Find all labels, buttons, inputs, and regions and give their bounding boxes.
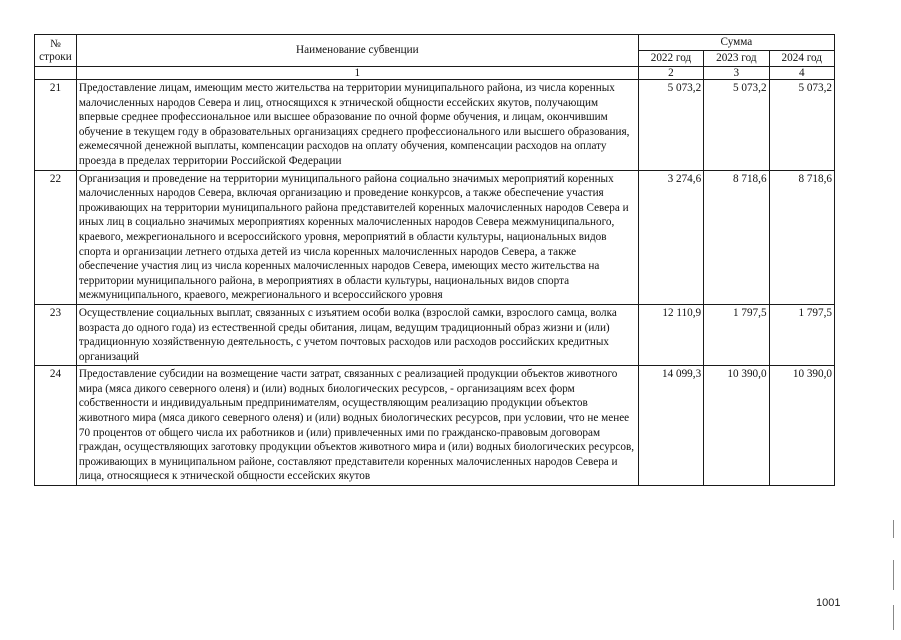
column-number-row: [35, 67, 835, 80]
scan-edge-line: [893, 520, 894, 538]
scan-edge-line: [893, 605, 894, 630]
amount-2023: 5 073,2: [704, 80, 769, 171]
amount-2023: 1 797,5: [704, 304, 769, 365]
subvention-table: [34, 34, 835, 486]
column-number: 4: [769, 67, 834, 80]
amount-2024: 8 718,6: [769, 170, 834, 304]
subvention-name: Предоставление лицам, имеющим место жительства на территории муниципального района, из числа коренных малочисленных народов Севера и лиц, относящихся к этнической общности ессейских якутов, получающим впервые среднее профессиональное или высшее образование по очной форме обучения, и лицам, окончившим обучение в текущем году в образовательных организациях среднего профессионального или высшего образования, ежемесячной денежной выплаты, компенсации расходов на оплату обучения, компенсации расходов на оплату проезда в пределах территории Российской Федерации: [76, 80, 638, 171]
row-number: 23: [35, 304, 77, 365]
column-number: 1: [76, 67, 638, 80]
amount-2022: 5 073,2: [638, 80, 703, 171]
subvention-name: Предоставление субсидии на возмещение части затрат, связанных с реализацией продукции объектов животного мира (мяса дикого северного оленя) и (или) водных биологических ресурсов, - организациям всех форм собственности и индивидуальным предпринимателям, осуществляющим реализацию продукции объектов животного мира (мяса дикого северного оленя) и (или) водных биологических ресурсов, при условии, что не менее 70 процентов от общего числа их работников и (или) привлеченных ими по гражданско-правовым договорам граждан, осуществляющих заготовку продукции объектов животного мира и (или) водных биологических ресурсов, проживающих в муниципальном районе, составляют представители коренных малочисленных народов Севера и лица, относящиеся к этнической общности ессейских якутов: [76, 366, 638, 486]
subvention-name: Осуществление социальных выплат, связанных с изъятием особи волка (взрослой самки, взрослого самца, волка возраста до одного года) из естественной среды обитания, лицам, ведущим традиционный образ жизни и (или) традиционную хозяйственную деятельность, с учетом почтовых расходов или расходов российских кредитных организаций: [76, 304, 638, 365]
amount-2024: 1 797,5: [769, 304, 834, 365]
amount-2022: 12 110,9: [638, 304, 703, 365]
column-number: [35, 67, 77, 80]
amount-2023: 8 718,6: [704, 170, 769, 304]
amount-2022: 3 274,6: [638, 170, 703, 304]
scan-edge-line: [893, 560, 894, 590]
amount-2024: 5 073,2: [769, 80, 834, 171]
row-number: 24: [35, 366, 77, 486]
table-header: [35, 35, 835, 80]
subvention-name-header: Наименование субвенции: [76, 35, 638, 67]
table-body: [35, 80, 835, 486]
page-number: 1001: [816, 597, 841, 609]
column-number: 2: [638, 67, 703, 80]
table-row: [35, 304, 835, 365]
amount-2022: 14 099,3: [638, 366, 703, 486]
sum-header: Сумма: [638, 35, 834, 51]
column-number: 3: [704, 67, 769, 80]
row-number-header: № строки: [35, 35, 77, 67]
row-number: 21: [35, 80, 77, 171]
row-number: 22: [35, 170, 77, 304]
year-2023-header: 2023 год: [704, 51, 769, 67]
table-row: [35, 80, 835, 171]
year-2022-header: 2022 год: [638, 51, 703, 67]
table-row: [35, 366, 835, 486]
year-2024-header: 2024 год: [769, 51, 834, 67]
subvention-name: Организация и проведение на территории муниципального района социально значимых мероприятий коренных малочисленных народов Севера, включая организацию и проведение конкурсов, а также обеспечение участия проживающих на территории муниципального района представителей коренных малочисленных народов Севера и иных лиц в социально значимых мероприятиях коренных малочисленных народов Севера межмуниципального, краевого, межрегионального и всероссийского уровня, мероприятий в области культуры, национальных видов спорта и организации летнего отдыха детей из числа коренных малочисленных народов Севера, а также обеспечение участия лиц из числа коренных малочисленных народов Севера, имеющих место жительства на территории муниципального района, в мероприятиях в области культуры, национальных видов спорта межмуниципального, краевого, межрегионального и всероссийского уровня: [76, 170, 638, 304]
amount-2023: 10 390,0: [704, 366, 769, 486]
amount-2024: 10 390,0: [769, 366, 834, 486]
table-row: [35, 170, 835, 304]
